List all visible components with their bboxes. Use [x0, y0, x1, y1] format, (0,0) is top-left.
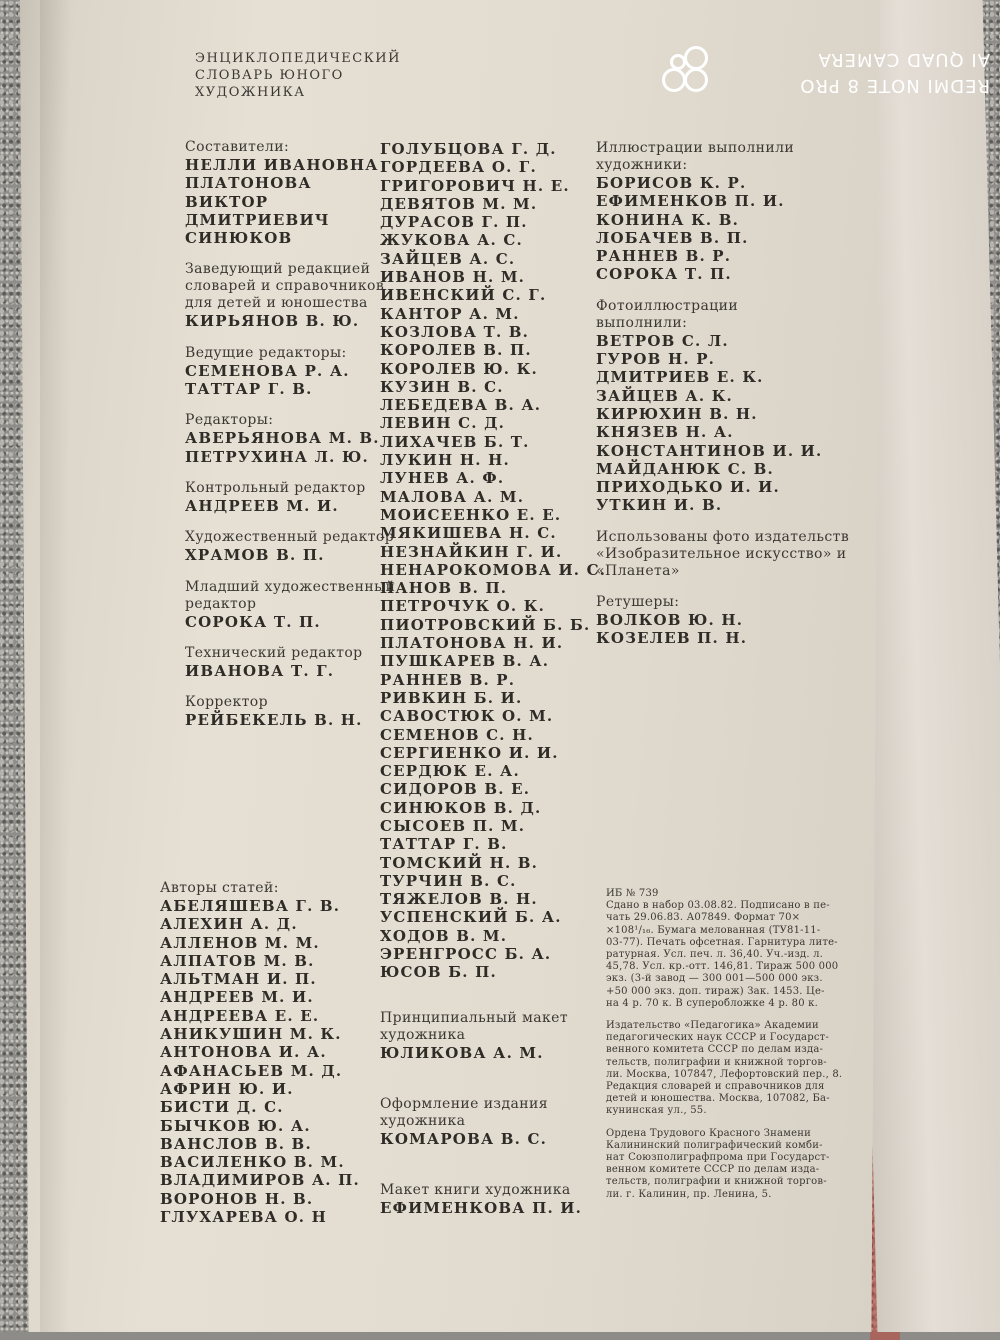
author-name: АЛЕХИН А. Д.	[160, 915, 298, 934]
author-name: СЕРДЮК Е. А.	[380, 762, 520, 781]
author-name: ГРИГОРОВИЧ Н. Е.	[380, 176, 570, 195]
credit-name: ЕФИМЕНКОВА П. И.	[380, 1199, 583, 1218]
author-name: ПИОТРОВСКИЙ Б. Б.	[380, 615, 591, 634]
credit-block	[185, 579, 405, 631]
credit-block	[596, 529, 886, 580]
imprint-line: венного комитета СССР по делам изда-	[606, 1044, 824, 1056]
authors-heading: Авторы статей:	[160, 880, 279, 896]
credit-name: СОРОКА Т. П.	[185, 612, 321, 631]
credit-name: АНДРЕЕВ М. И.	[185, 496, 339, 515]
author-name: РИВКИН Б. И.	[380, 688, 523, 707]
author-name: ПАНОВ В. П.	[380, 579, 508, 598]
imprint-paragraph	[606, 1020, 842, 1118]
author-name: ЮСОВ Б. П.	[380, 963, 497, 982]
author-name: ТЯЖЕЛОВ В. Н.	[380, 890, 538, 909]
author-name: МОИСЕЕНКО Е. Е.	[380, 505, 562, 524]
author-name: ЭРЕНГРОСС Б. А.	[380, 945, 552, 964]
author-name: АФАНАСЬЕВ М. Д.	[160, 1061, 343, 1080]
watermark-line1: REDMI NOTE 8 PRO	[799, 75, 990, 96]
author-name: АЛЛЕНОВ М. М.	[160, 933, 320, 952]
credit-heading: Ретушеры:	[596, 593, 680, 610]
imprint-line: Сдано в набор 03.08.82. Подписано в пе-	[606, 900, 830, 912]
credit-name: ЛОБАЧЕВ В. П.	[596, 228, 749, 247]
imprint-line: 03-77). Печать офсетная. Гарнитура лите-	[606, 936, 838, 948]
credit-name: КОНСТАНТИНОВ И. И.	[596, 441, 823, 460]
credit-heading: художники:	[596, 157, 688, 173]
author-name: ЛУНЕВ А. Ф.	[380, 469, 505, 488]
imprint-paragraph	[606, 888, 842, 1010]
author-name: СЫСОЕВ П. М.	[380, 816, 526, 835]
credit-heading: Макет книги художника	[380, 1182, 571, 1199]
author-name: БЫЧКОВ Ю. А.	[160, 1116, 311, 1135]
imprint-line: педагогических наук СССР и Государст-	[606, 1032, 829, 1044]
credit-heading: словарей и справочников	[185, 278, 385, 295]
author-name: ЛЕВИН С. Д.	[380, 414, 506, 433]
imprint-line: ратурная. Усл. печ. л. 36,40. Уч.-изд. л.	[606, 949, 824, 961]
imprint	[606, 888, 842, 1211]
credit-heading: художника	[380, 1026, 466, 1043]
imprint-line: экз. (3-й завод — 300 001—500 000 экз.	[606, 973, 823, 985]
credit-heading: Иллюстрации выполнили	[596, 140, 795, 156]
credit-heading: Составители:	[185, 139, 290, 155]
author-name: АФРИН Ю. И.	[160, 1079, 294, 1098]
credit-heading: Корректор	[185, 694, 268, 711]
credit-block	[596, 298, 886, 515]
author-name: ПУШКАРЕВ В. А.	[380, 652, 550, 671]
imprint-line: тельств, полиграфии и книжной торгов-	[606, 1176, 827, 1188]
author-name: ТУРЧИН В. С.	[380, 871, 517, 890]
credit-name: ТАТТАР Г. В.	[185, 380, 313, 399]
credit-name: ЕФИМЕНКОВ П. И.	[596, 192, 785, 211]
book-title-line: СЛОВАРЬ ЮНОГО	[195, 68, 344, 83]
credit-block	[596, 594, 886, 648]
imprint-line: ли. г. Калинин, пр. Ленина, 5.	[606, 1188, 772, 1200]
imprint-line: Ордена Трудового Красного Знамени	[606, 1127, 812, 1139]
imprint-line: нат Союзполиграфпрома при Государст-	[606, 1152, 830, 1164]
author-name: СИДОРОВ В. Е.	[380, 780, 531, 799]
column-1	[145, 50, 405, 1227]
imprint-line: ли. Москва, 107847, Лефортовский пер., 8.	[606, 1068, 843, 1080]
imprint-line: Калининский полиграфический комби-	[606, 1139, 823, 1151]
credit-name: РЕЙБЕКЕЛЬ В. Н.	[185, 711, 363, 730]
credit-name: ИВАНОВА Т. Г.	[185, 661, 335, 680]
author-name: ЛЕБЕДЕВА В. А.	[380, 396, 542, 415]
credit-name: АВЕРЬЯНОВА М. В.	[185, 429, 380, 448]
author-name: ЛИХАЧЕВ Б. Т.	[380, 432, 530, 451]
credit-block	[185, 645, 405, 680]
credit-heading: Принципиальный макет	[380, 1009, 568, 1026]
credit-heading: Оформление издания	[380, 1095, 548, 1112]
credit-heading: Редакторы:	[185, 412, 274, 429]
book-title-line: ХУДОЖНИКА	[195, 85, 306, 100]
imprint-line: венном комитете СССР по делам изда-	[606, 1164, 820, 1176]
credit-name: ПЕТРУХИНА Л. Ю.	[185, 447, 369, 466]
credit-name: ХРАМОВ В. П.	[185, 546, 325, 565]
credit-name: ВОЛКОВ Ю. Н.	[596, 610, 744, 629]
watermark-line2: AI QUAD CAMERA	[817, 49, 990, 70]
author-name: ЗАЙЦЕВ А. С.	[380, 249, 516, 268]
author-name: ИВАНОВ Н. М.	[380, 268, 526, 287]
credit-block	[380, 1010, 630, 1062]
author-name: АЛПАТОВ М. В.	[160, 951, 315, 970]
author-name: СЕМЕНОВ С. Н.	[380, 725, 534, 744]
credit-name: ДМИТРИЕВ Е. К.	[596, 368, 764, 387]
credit-name: ЮЛИКОВА А. М.	[380, 1043, 544, 1062]
credit-name: КОЗЕЛЕВ П. Н.	[596, 629, 748, 648]
author-name: САВОСТЮК О. М.	[380, 707, 554, 726]
author-name: СИНЮКОВ В. Д.	[380, 798, 542, 817]
authors-list-continued	[380, 140, 630, 982]
credit-heading: «Планета»	[596, 562, 680, 579]
imprint-line: детей и юношества. Москва, 107082, Ба-	[606, 1093, 830, 1105]
author-name: РАННЕВ В. Р.	[380, 670, 516, 689]
column-2	[380, 140, 630, 1252]
author-name: ДЕВЯТОВ М. М.	[380, 194, 538, 213]
credit-block	[185, 694, 405, 729]
credit-block	[185, 139, 405, 247]
author-name: НЕНАРОКОМОВА И. С.	[380, 560, 607, 579]
credits-col1	[185, 139, 405, 729]
credit-name: КНЯЗЕВ Н. А.	[596, 423, 734, 442]
author-name: ИВЕНСКИЙ С. Г.	[380, 286, 547, 305]
imprint-line: ×108¹/₁₆. Бумага мелованная (ТУ81-11-	[606, 924, 821, 936]
credit-name: КОМАРОВА В. С.	[380, 1129, 548, 1148]
author-name: ГЛУХАРЕВА О. Н	[160, 1208, 327, 1227]
credit-block	[596, 140, 886, 284]
imprint-paragraph	[606, 1128, 842, 1201]
book-title-line: ЭНЦИКЛОПЕДИЧЕСКИЙ	[195, 51, 401, 66]
author-name: АНДРЕЕВА Е. Е.	[160, 1006, 320, 1025]
credit-block	[185, 345, 405, 399]
credit-name: КИРЬЯНОВ В. Ю.	[185, 312, 360, 331]
imprint-line: Издательство «Педагогика» Академии	[606, 1020, 819, 1032]
author-name: ВОРОНОВ Н. В.	[160, 1189, 314, 1208]
imprint-line: кунинская ул., 55.	[606, 1105, 707, 1117]
author-name: МАЛОВА А. М.	[380, 487, 525, 506]
author-name: ВЛАДИМИРОВ А. П.	[160, 1171, 360, 1190]
author-name: ВАСИЛЕНКО В. М.	[160, 1153, 345, 1172]
author-name: ПЕТРОЧУК О. К.	[380, 597, 546, 616]
credit-block	[185, 261, 405, 330]
author-name: ЛУКИН Н. Н.	[380, 451, 510, 470]
credit-block	[185, 529, 405, 564]
author-name: КАНТОР А. М.	[380, 304, 520, 323]
author-name: ПЛАТОНОВА Н. И.	[380, 634, 564, 653]
author-name: ЖУКОВА А. С.	[380, 231, 523, 250]
author-name: ГОРДЕЕВА О. Г.	[380, 158, 537, 177]
credit-heading: Контрольный редактор	[185, 479, 366, 496]
credit-block	[380, 1182, 630, 1217]
imprint-line: +50 000 экз. доп. тираж) Зак. 1453. Це-	[606, 985, 825, 997]
author-name: БИСТИ Д. С.	[160, 1098, 284, 1117]
credit-block	[185, 412, 405, 466]
credit-heading: «Изобразительное искусство» и	[596, 545, 847, 562]
credit-heading: для детей и юношества	[185, 295, 368, 312]
imprint-line: на 4 р. 70 к. В суперобложке 4 р. 80 к.	[606, 997, 819, 1009]
credit-name: СЕМЕНОВА Р. А.	[185, 361, 350, 380]
credit-name: ПЛАТОНОВА	[185, 174, 312, 193]
credit-heading: Ведущие редакторы:	[185, 344, 347, 361]
imprint-line: чать 29.06.83. А07849. Формат 70×	[606, 912, 801, 924]
author-name: АНИКУШИН М. К.	[160, 1025, 342, 1044]
credit-heading: Фотоиллюстрации	[596, 297, 739, 314]
author-name: ХОДОВ В. М.	[380, 926, 508, 945]
column-3	[596, 140, 886, 1200]
credit-heading: Младший художественный	[185, 578, 396, 595]
credit-name: МАЙДАНЮК С. В.	[596, 459, 774, 478]
author-name: КОЗЛОВА Т. В.	[380, 322, 530, 341]
author-name: КОРОЛЕВ В. П.	[380, 341, 532, 360]
credit-name: ГУРОВ Н. Р.	[596, 350, 716, 369]
author-name: АБЕЛЯШЕВА Г. В.	[160, 897, 341, 915]
author-name: КУЗИН В. С.	[380, 377, 504, 396]
credit-block	[185, 480, 405, 515]
credit-heading: редактор	[185, 595, 257, 612]
credit-heading: Заведующий редакцией	[185, 261, 371, 278]
credit-name: ПРИХОДЬКО И. И.	[596, 478, 780, 497]
page-shadow	[40, 0, 70, 1332]
author-name: СЕРГИЕНКО И. И.	[380, 743, 559, 762]
credit-name: КИРЮХИН В. Н.	[596, 404, 758, 423]
book-title	[195, 50, 405, 101]
author-name: ВАНСЛОВ В. В.	[160, 1134, 312, 1153]
credit-name: УТКИН И. В.	[596, 496, 723, 515]
author-name: ТАТТАР Г. В.	[380, 835, 508, 854]
author-name: ДУРАСОВ Г. П.	[380, 213, 528, 232]
authors-list	[160, 880, 360, 1226]
imprint-line: 45,78. Усл. кр.-отт. 146,81. Тираж 500 000	[606, 961, 839, 973]
imprint-line: тельств, полиграфии и книжной торгов-	[606, 1056, 827, 1068]
camera-logo-icon	[658, 46, 708, 92]
credit-name: ЗАЙЦЕВ А. К.	[596, 386, 733, 405]
credit-name: ВЕТРОВ С. Л.	[596, 331, 729, 350]
credit-name: КОНИНА К. В.	[596, 210, 740, 229]
imprint-line: Редакция словарей и справочников для	[606, 1081, 825, 1093]
author-name: УСПЕНСКИЙ Б. А.	[380, 908, 562, 927]
credit-heading: Художественный редактор	[185, 529, 395, 546]
credit-block	[380, 1096, 630, 1148]
author-name: ТОМСКИЙ Н. В.	[380, 853, 539, 872]
credit-heading: Использованы фото издательств	[596, 528, 850, 545]
imprint-line: ИБ № 739	[606, 888, 659, 899]
credit-name: БОРИСОВ К. Р.	[596, 174, 747, 192]
credit-name: СИНЮКОВ	[185, 229, 293, 248]
author-name: АНДРЕЕВ М. И.	[160, 988, 314, 1007]
credit-heading: выполнили:	[596, 314, 688, 331]
author-name: ГОЛУБЦОВА Г. Д.	[380, 140, 557, 158]
author-name: НЕЗНАЙКИН Г. И.	[380, 542, 563, 561]
camera-watermark	[660, 38, 990, 98]
author-name: АНТОНОВА И. А.	[160, 1043, 327, 1062]
credit-heading: художника	[380, 1112, 466, 1129]
author-name: КОРОЛЕВ Ю. К.	[380, 359, 538, 378]
credit-name: НЕЛЛИ ИВАНОВНА	[185, 156, 379, 174]
author-name: АЛЬТМАН И. П.	[160, 970, 317, 989]
author-name: МЯКИШЕВА Н. С.	[380, 524, 557, 543]
credit-name: РАННЕВ В. Р.	[596, 247, 732, 266]
credit-name: СОРОКА Т. П.	[596, 265, 732, 284]
credit-heading: Технический редактор	[185, 644, 363, 661]
credit-name: ВИКТОР ДМИТРИЕВИЧ	[185, 192, 330, 229]
